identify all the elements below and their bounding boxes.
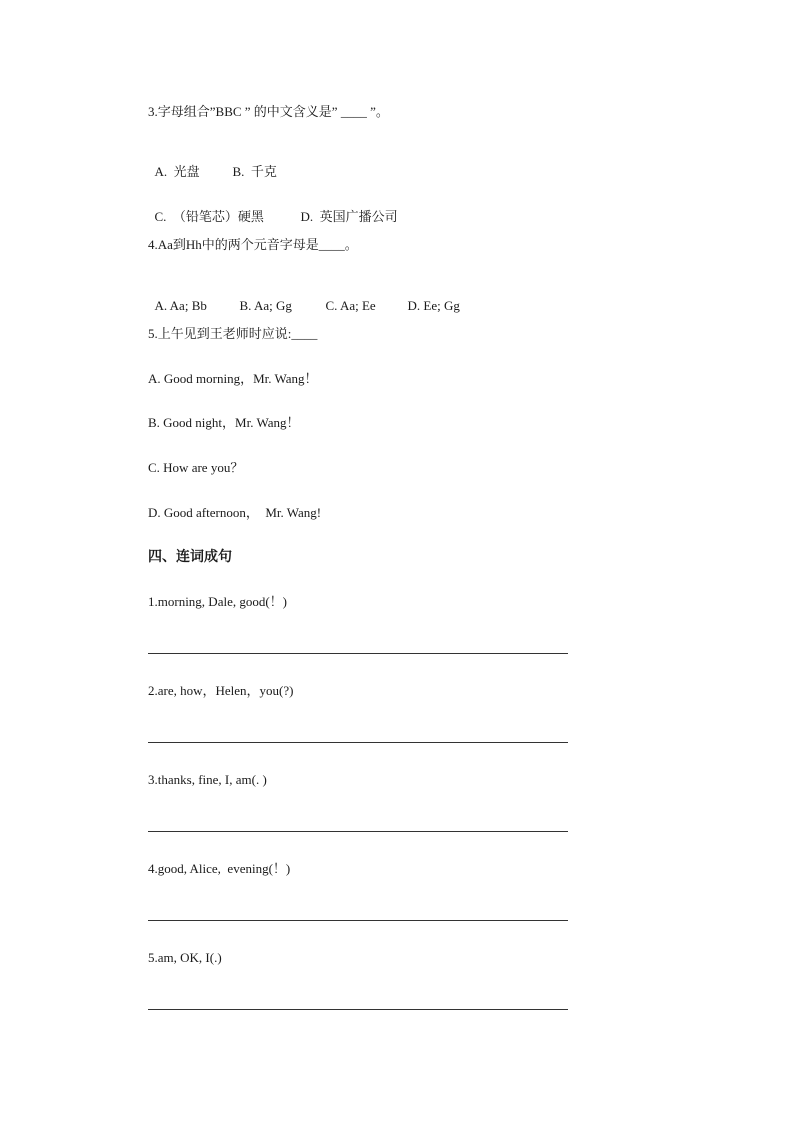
answer-line-5 xyxy=(148,1009,568,1010)
q3-option-c: C. （铅笔芯）硬黑 xyxy=(154,209,264,224)
q3-option-d: D. 英国广播公司 xyxy=(300,209,398,224)
q4-option-a: A. Aa; Bb xyxy=(154,298,207,313)
q5-option-b: B. Good night，Mr. Wang！ xyxy=(148,415,300,430)
q4-stem: 4.Aa到Hh中的两个元音字母是____。 xyxy=(148,237,358,252)
answer-line-2 xyxy=(148,742,568,743)
q4-option-d: D. Ee; Gg xyxy=(407,298,460,313)
sentence-item-5: 5.am, OK, I(.) xyxy=(148,950,222,965)
q3-options-row-1 xyxy=(148,148,277,180)
q5-option-a: A. Good morning，Mr. Wang！ xyxy=(148,371,318,386)
q5-option-c: C. How are you？ xyxy=(148,460,244,475)
sentence-item-3: 3.thanks, fine, I, am(. ) xyxy=(148,772,267,787)
q5-option-d: D. Good afternoon， Mr. Wang! xyxy=(148,505,322,520)
sentence-item-2: 2.are, how，Helen，you(?) xyxy=(148,683,294,698)
q3-stem: 3.字母组合”BBC ” 的中文含义是” ____ ”。 xyxy=(148,104,389,119)
q3-option-b: B. 千克 xyxy=(232,164,277,179)
sentence-item-4: 4.good, Alice, evening(！) xyxy=(148,861,291,876)
answer-line-3 xyxy=(148,831,568,832)
answer-line-4 xyxy=(148,920,568,921)
q5-stem: 5.上午见到王老师时应说:____ xyxy=(148,326,318,341)
answer-line-1 xyxy=(148,653,568,654)
q3-option-a: A. 光盘 xyxy=(154,164,200,179)
section-4-heading: 四、连词成句 xyxy=(148,549,232,565)
q4-options-row xyxy=(148,282,460,314)
q4-option-b: B. Aa; Gg xyxy=(239,298,292,313)
q3-options-row-2 xyxy=(148,193,398,225)
sentence-item-1: 1.morning, Dale, good(！) xyxy=(148,594,288,609)
q4-option-c: C. Aa; Ee xyxy=(325,298,376,313)
